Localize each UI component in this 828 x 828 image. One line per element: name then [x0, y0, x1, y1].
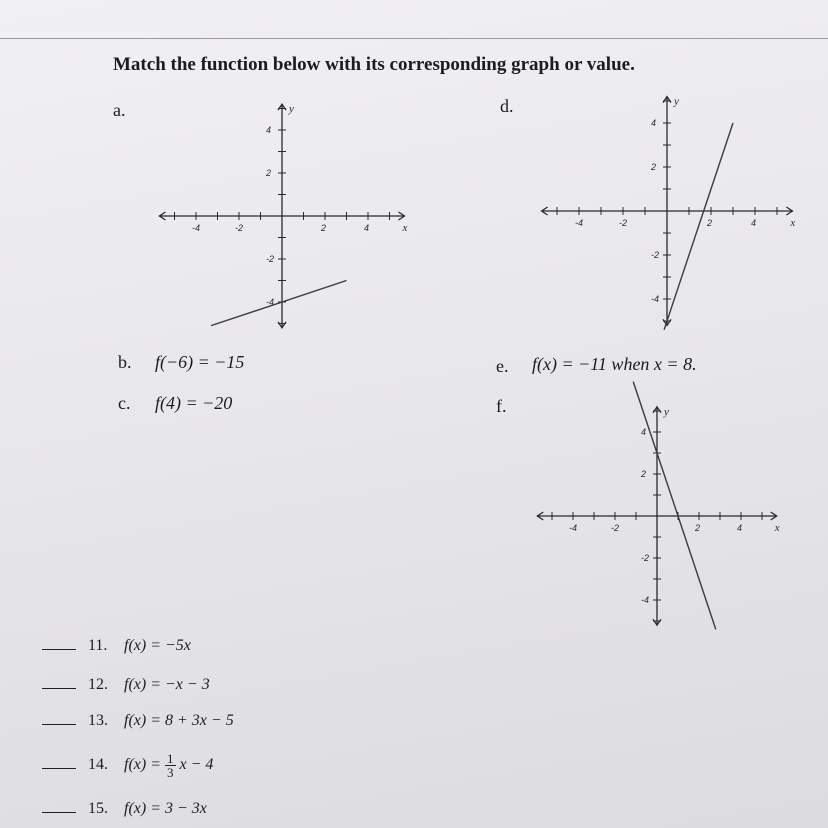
item-e-text: f(x) = −11 when x = 8.	[532, 354, 697, 374]
x-tick-label: -4	[575, 218, 584, 228]
y-tick-label: 4	[651, 118, 657, 128]
y-axis-label: y	[664, 405, 669, 418]
y-tick-label: -2	[266, 254, 275, 264]
x-tick-label: 2	[707, 218, 713, 228]
problem-11: 11. f(x) = −5x	[42, 637, 191, 655]
fraction-one-third: $\frac{1}{3}$	[167, 751, 174, 780]
x-axis-label: x	[774, 522, 780, 534]
graph-a-svg	[150, 80, 420, 360]
y-axis-label: y	[289, 103, 294, 116]
answer-blank-12[interactable]	[42, 688, 76, 689]
y-tick-label: -4	[651, 294, 660, 304]
item-e-label: e.	[496, 356, 509, 376]
graph-a	[150, 80, 420, 365]
y-tick-label: -4	[266, 297, 275, 307]
x-axis-label: x	[790, 217, 796, 229]
item-a-label: a.	[113, 100, 126, 120]
y-tick-label: 4	[266, 125, 272, 135]
function-line	[664, 123, 733, 330]
answer-blank-13[interactable]	[42, 724, 76, 725]
graph-f-svg	[525, 380, 795, 660]
y-tick-label: 4	[641, 427, 647, 437]
page-title: Match the function below with its corresponding graph or value.	[113, 54, 635, 75]
y-tick-label: 2	[266, 168, 272, 178]
graph-d	[535, 75, 805, 360]
item-f-label: f.	[496, 396, 507, 416]
answer-blank-15[interactable]	[42, 812, 76, 813]
item-b-label: b.	[118, 352, 132, 372]
answer-blank-14[interactable]	[42, 768, 76, 769]
item-d-label: d.	[500, 96, 514, 116]
x-tick-label: 2	[695, 523, 701, 533]
y-tick-label: -2	[651, 250, 660, 260]
problem-14: 14. f(x) = $\frac{1}{3}$ x − 4	[42, 752, 213, 779]
top-rule	[0, 38, 828, 39]
function-line	[633, 382, 716, 630]
x-tick-label: 4	[737, 523, 743, 533]
problem-12: 12. f(x) = −x − 3	[42, 676, 210, 694]
x-tick-label: -2	[611, 523, 620, 533]
x-tick-label: 4	[364, 223, 370, 233]
item-b-text: f(−6) = −15	[155, 352, 245, 372]
function-line	[211, 281, 346, 326]
x-axis-label: x	[402, 222, 408, 234]
y-tick-label: -4	[641, 595, 650, 605]
y-tick-label: 2	[651, 162, 657, 172]
x-tick-label: 2	[321, 223, 327, 233]
item-c-label: c.	[118, 393, 131, 413]
x-tick-label: -2	[619, 218, 628, 228]
answer-blank-11[interactable]	[42, 649, 76, 650]
graph-d-svg	[535, 75, 805, 355]
x-tick-label: 4	[751, 218, 757, 228]
problem-15: 15. f(x) = 3 − 3x	[42, 800, 207, 818]
problem-13: 13. f(x) = 8 + 3x − 5	[42, 712, 234, 730]
graph-f	[525, 380, 795, 665]
y-axis-label: y	[674, 95, 679, 108]
item-c-text: f(4) = −20	[155, 393, 233, 413]
y-tick-label: 2	[641, 469, 647, 479]
x-tick-label: -4	[569, 523, 578, 533]
y-tick-label: -2	[641, 553, 650, 563]
x-tick-label: -2	[235, 223, 244, 233]
x-tick-label: -4	[192, 223, 201, 233]
